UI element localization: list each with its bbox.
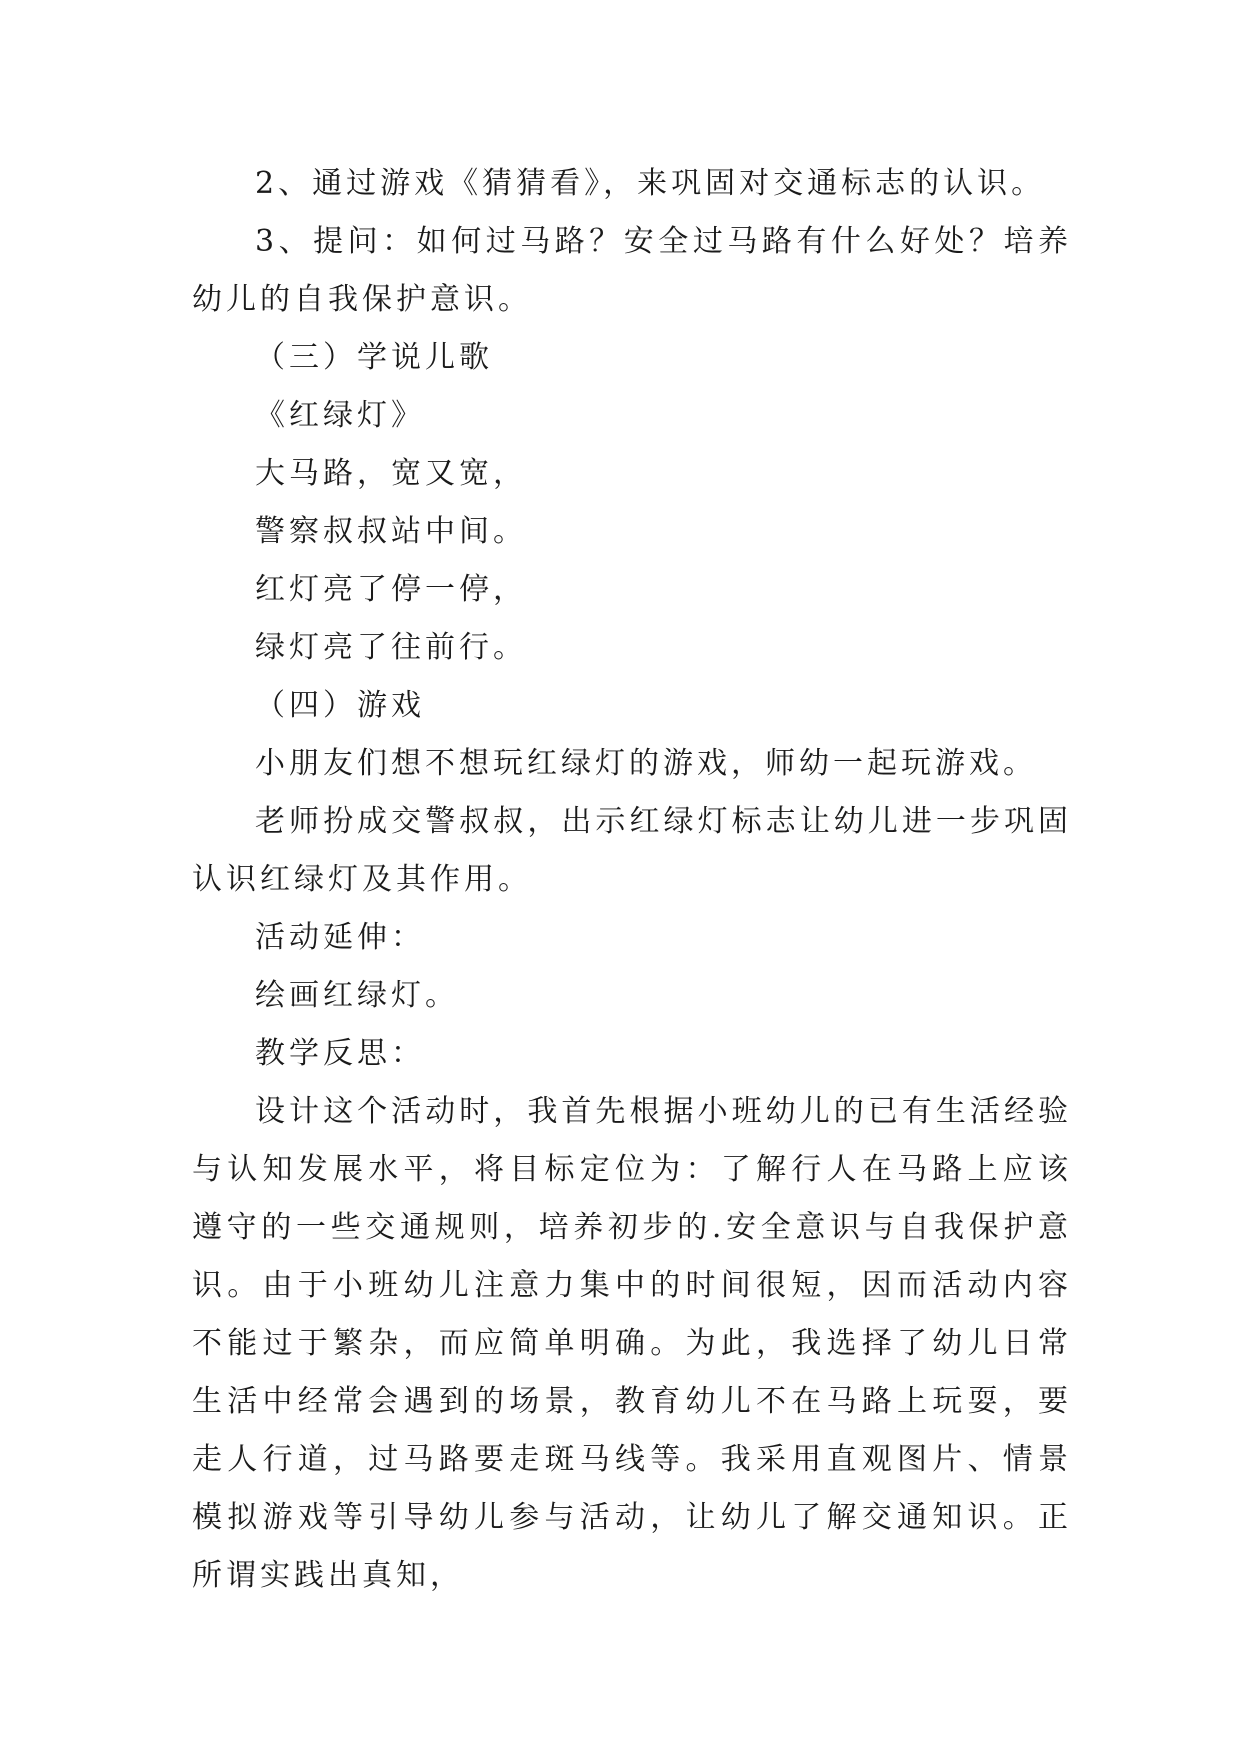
poem-line: 绿灯亮了往前行。 xyxy=(255,630,527,665)
paragraph: 设计这个活动时，我首先根据小班幼儿的已有生活经验与认知发展水平，将目标定位为：了解行人在马路上应该遵守的一些交通规则，培养初步的.安全意识与自我保护意识。由于小班幼儿注意力集中的时间很短，因而活动内容不能过于繁杂，而应简单明确。为此，我选择了幼儿日常生活中经常会遇到的场景，教育幼儿不在马路上玩耍，要走人行道，过马路要走斑马线等。我采用直观图片、情景模拟游戏等引导幼儿参与活动，让幼儿了解交通知识。正所谓实践出真知， xyxy=(192,1094,1072,1593)
poem-line: 大马路，宽又宽， xyxy=(255,456,527,491)
poem-title: 《红绿灯》 xyxy=(255,398,425,433)
paragraph: 2、通过游戏《猜猜看》，来巩固对交通标志的认识。 xyxy=(255,166,1046,201)
document-body xyxy=(192,155,1072,1605)
paragraph: 3、提问：如何过马路？安全过马路有什么好处？培养幼儿的自我保护意识。 xyxy=(192,224,1072,317)
section-heading: （四）游戏 xyxy=(255,688,425,723)
paragraph: 老师扮成交警叔叔，出示红绿灯标志让幼儿进一步巩固认识红绿灯及其作用。 xyxy=(192,804,1072,897)
paragraph: 小朋友们想不想玩红绿灯的游戏，师幼一起玩游戏。 xyxy=(255,746,1037,781)
section-heading: （三）学说儿歌 xyxy=(255,340,493,375)
poem-line: 警察叔叔站中间。 xyxy=(255,514,527,549)
section-label: 教学反思： xyxy=(255,1036,425,1071)
paragraph: 绘画红绿灯。 xyxy=(255,978,459,1013)
poem-line: 红灯亮了停一停， xyxy=(255,572,527,607)
section-label: 活动延伸： xyxy=(255,920,425,955)
